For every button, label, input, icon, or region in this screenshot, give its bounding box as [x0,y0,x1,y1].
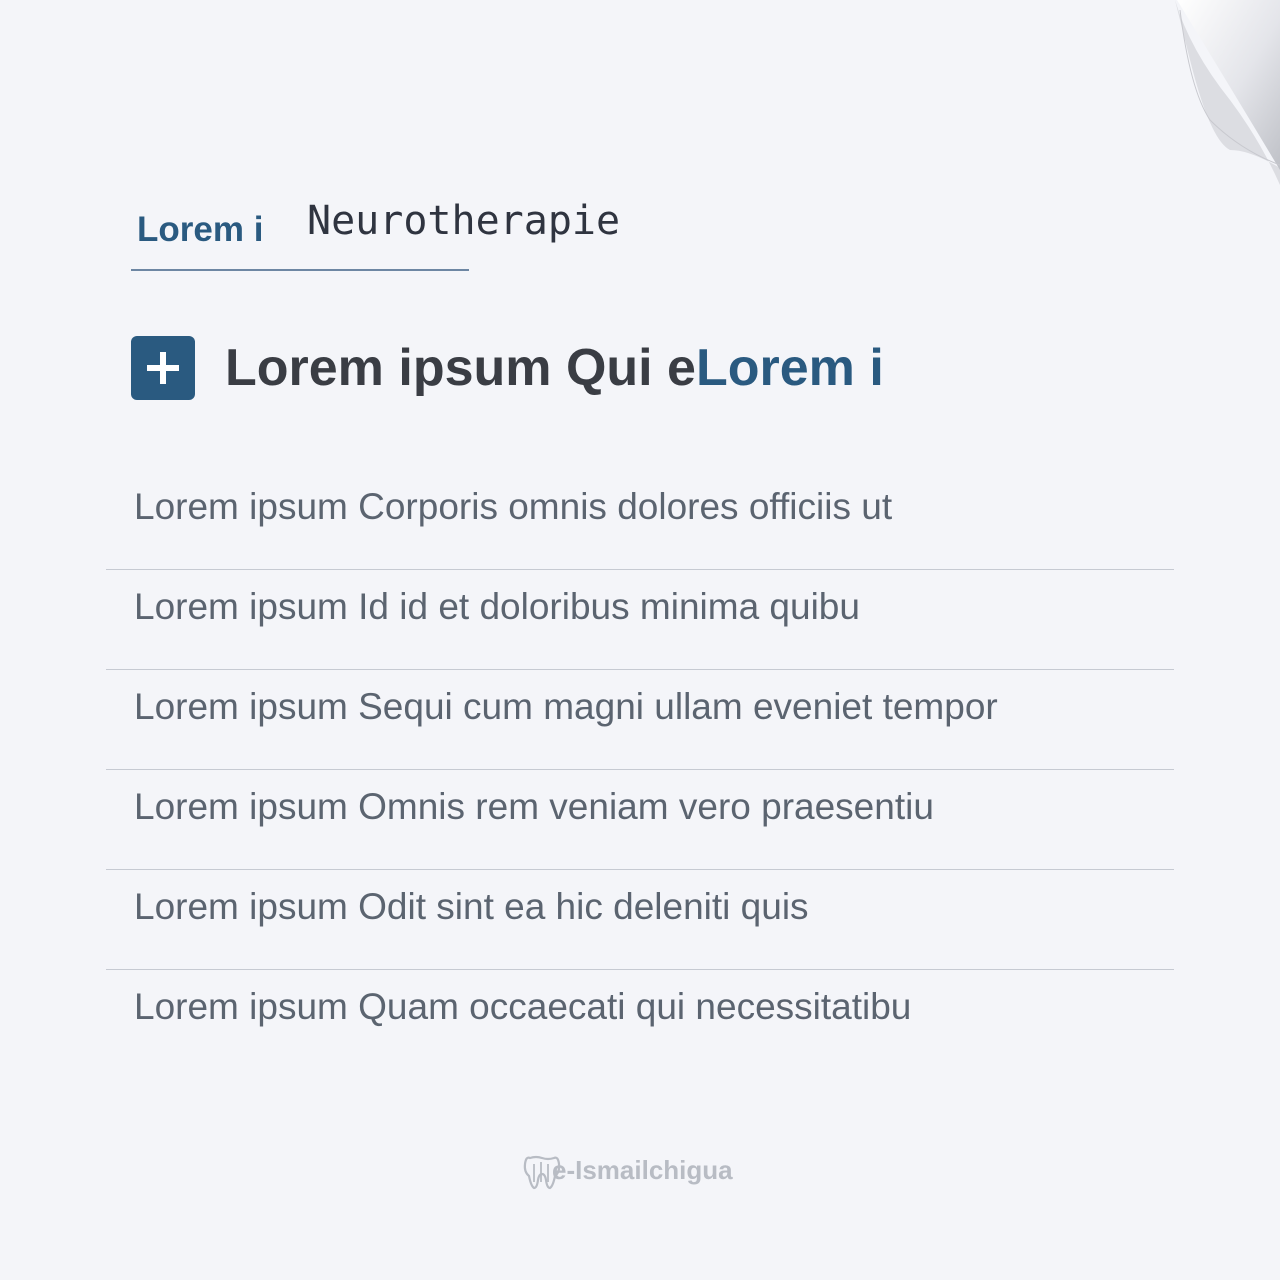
list-item-text: Lorem ipsum Id id et doloribus minima quibu [134,586,860,627]
list-item [106,570,1174,670]
footer-handle: e-Ismailchigua [552,1155,733,1185]
page-title-main: Lorem ipsum Qui e [225,339,696,397]
list-item [106,670,1174,770]
footer [522,1150,782,1190]
list-item [106,870,1174,970]
list-item-text: Lorem ipsum Sequi cum magni ullam eveniet tempor [134,686,998,727]
header-underline [131,269,469,271]
page-curl-decoration [1080,0,1280,200]
list-item [106,470,1174,570]
header-tag: Lorem i [137,210,264,249]
header-script-title: Neurotherapie [307,198,621,244]
list-item-text: Lorem ipsum Corporis omnis dolores officiis ut [134,486,893,527]
plus-icon [131,336,195,400]
list-item-text: Lorem ipsum Quam occaecati qui necessitatibu [134,986,912,1027]
item-list [106,470,1174,1070]
list-item [106,970,1174,1070]
list-item-text: Lorem ipsum Odit sint ea hic deleniti quis [134,886,809,927]
page-title-accent: Lorem i [695,339,884,397]
list-item-text: Lorem ipsum Omnis rem veniam vero praesentiu [134,786,934,827]
header [131,196,621,272]
page-title [225,338,884,398]
list-item [106,770,1174,870]
